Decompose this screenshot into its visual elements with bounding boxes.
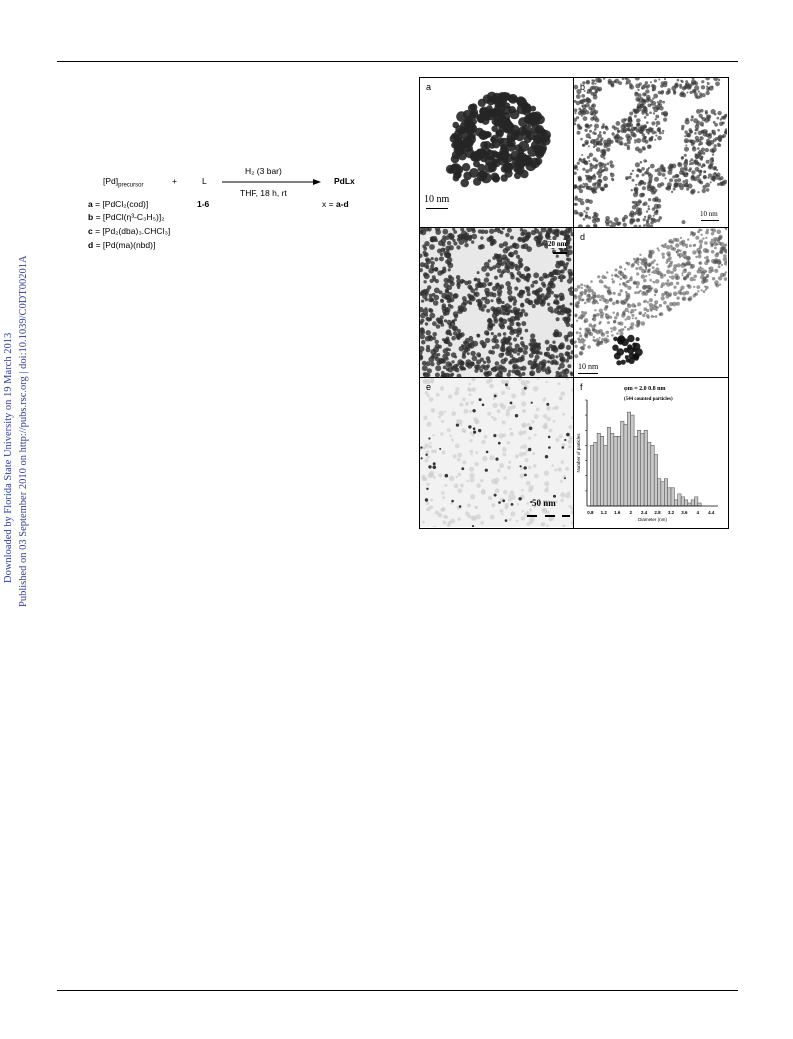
histogram-bar [651,445,654,506]
conditions-top: H₂ (3 bar) [245,166,282,176]
histogram-bar [631,415,634,506]
scale-bar-d [578,373,598,374]
x-tick-label: 2 [629,510,632,515]
precursor-a: a = [PdCl₂(cod)] [88,199,149,209]
histogram-bar [684,500,687,506]
histogram-bar [658,479,661,506]
y-axis-label: Number of particles [576,433,581,473]
panel-label-c: c [426,232,431,242]
scale-bar-b [701,220,719,221]
panel-label-e: e [426,382,432,392]
scale-bar-a [426,208,448,209]
tem-figure [419,77,729,529]
publication-notice: Published on 03 September 2010 on http://pubs.rsc.org | doi:10.1039/C0DT00201A [18,255,29,607]
histogram-bar [688,503,691,506]
x-axis-label: Diameter (nm) [638,517,667,522]
panel-a [420,78,573,227]
panel-b [574,78,727,227]
histogram-bar [668,488,671,506]
histogram-bar [654,455,657,507]
panel-f [574,378,727,528]
panel-label-d: d [580,232,586,242]
scale-bar-c [553,252,567,254]
histogram-bar [634,436,637,506]
histogram-bar [600,436,603,506]
scale-label-c: 20 nm [548,240,567,248]
histogram-bar [637,430,640,506]
precursor-d: d = [Pd(ma)(nbd)] [88,240,156,250]
panel-divider-vertical [573,78,574,528]
histogram-bar [661,482,664,506]
histogram-bar [691,500,694,506]
panel-divider-1 [420,227,728,228]
precursor-b: b = [PdCl(η³-C₃H₅)]₂ [88,212,165,222]
x-tick-label: 1.6 [614,510,621,515]
x-tick-label: 4 [696,510,700,515]
tem-image-c [420,228,573,377]
x-tick-label: 2.4 [640,510,648,515]
precursor-c: c = [Pd₂(dba)₃.CHCl₃] [88,226,171,236]
histogram-bar [644,430,647,506]
histogram-bar [641,433,644,506]
conditions-bottom: THF, 18 h, rt [240,188,287,198]
panel-divider-2 [420,377,728,378]
reaction-arrow [222,178,322,186]
scale-label-b: 10 nm [700,210,718,218]
histogram-bar [594,442,597,506]
footer-rule [57,990,738,991]
histogram-bar [681,497,684,506]
histogram-bar [604,445,607,506]
histogram-bar [648,442,651,506]
panel-label-f: f [580,382,583,392]
histogram-bar [611,433,614,506]
precursor-label: $[Pd]_{precursor}$ [103,176,144,189]
histogram-bar [621,421,624,506]
scale-label-d: 10 nm [578,362,599,371]
tem-image-b [574,78,727,227]
histogram-bar [590,445,593,506]
size-histogram [574,378,727,528]
x-tick-label: 2.8 [654,510,661,515]
histogram-bar [674,500,677,506]
histogram-bar [624,424,627,506]
panel-c [420,228,573,377]
histogram-bar [627,412,630,506]
hist-annotation-count: (544 counted particles) [624,397,673,402]
histogram-bar [698,503,701,506]
scale-label-e: 50 nm [532,498,556,508]
panel-d [574,228,727,377]
panel-label-b: b [580,82,586,92]
x-tick-label: 1.2 [600,510,607,515]
x-tick-label: 4.4 [708,510,715,515]
header-rule [57,61,738,62]
x-tick-label: 0.8 [587,510,594,515]
histogram-bar [664,479,667,506]
hist-annotation-mean: φm = 2.0 0.8 nm [624,386,666,392]
scale-bar-e1 [527,515,537,517]
ligand-label: L [202,176,207,186]
product-label: PdLx [334,176,355,186]
histogram-bar [607,427,610,506]
scale-label-a: 10 nm [424,194,450,205]
panel-e [420,378,573,527]
panel-label-a: a [426,82,432,92]
ligand-range: 1-6 [197,199,210,209]
histogram-bar [695,497,698,506]
histogram-bar [617,436,620,506]
x-tick-label: 3.2 [667,510,675,515]
tem-image-d [574,228,727,377]
x-range: x = a-d [322,199,349,209]
histogram-bar [614,436,617,506]
scale-bar-e2 [545,515,555,517]
plus-sign: + [172,176,177,186]
histogram-bar [671,488,674,506]
x-tick-label: 3.6 [681,510,688,515]
histogram-bar [678,494,681,506]
scale-bar-e3 [562,515,570,517]
histogram-bar [597,433,600,506]
download-notice: Downloaded by Florida State University on 19 March 2013 [3,332,14,583]
